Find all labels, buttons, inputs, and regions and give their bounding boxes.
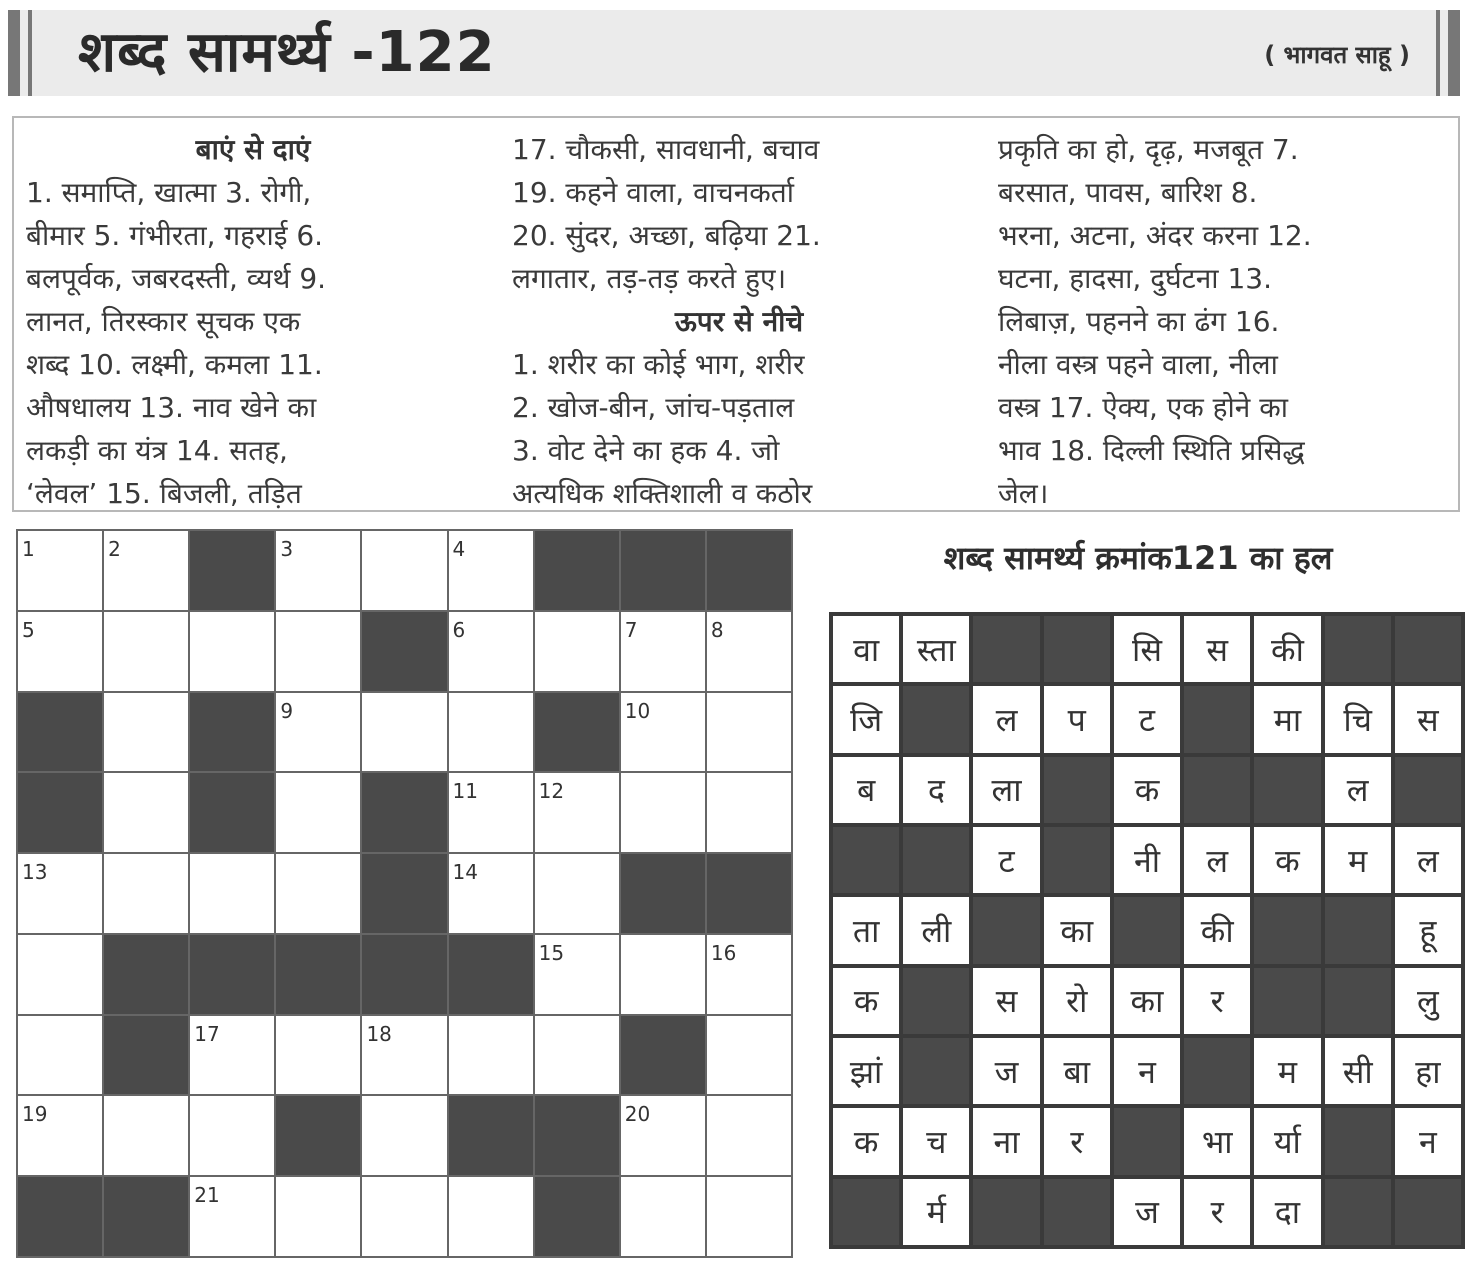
solution-cell: र्या xyxy=(1254,1108,1320,1174)
solution-cell-blocked xyxy=(973,616,1039,682)
solution-cell: द xyxy=(903,757,969,823)
solution-cell: च xyxy=(903,1108,969,1174)
grid-cell-blocked xyxy=(449,935,533,1014)
page-title: शब्द सामर्थ्य -122 xyxy=(78,20,496,85)
cell-number: 3 xyxy=(280,537,294,561)
grid-cell[interactable] xyxy=(707,773,791,852)
grid-cell[interactable] xyxy=(190,1177,274,1256)
cell-number: 18 xyxy=(366,1021,392,1046)
grid-cell[interactable] xyxy=(190,1016,274,1095)
crossword-grid xyxy=(16,529,793,1258)
grid-cell[interactable] xyxy=(18,612,102,691)
grid-cell-blocked xyxy=(276,935,360,1014)
solution-cell: स्ता xyxy=(903,616,969,682)
cell-number: 8 xyxy=(710,617,724,642)
cell-number: 4 xyxy=(452,537,466,561)
solution-cell: स xyxy=(973,968,1039,1034)
clue-line: 17. चौकसी, सावधानी, बचाव xyxy=(512,133,820,166)
solution-cell-blocked xyxy=(1044,616,1110,682)
solution-cell: दा xyxy=(1254,1179,1320,1245)
author-credit: ( भागवत साहू ) xyxy=(1264,41,1410,69)
cell-number: 12 xyxy=(538,779,565,804)
grid-cell-blocked xyxy=(707,531,791,610)
grid-cell[interactable] xyxy=(621,693,705,772)
solution-cell: प xyxy=(1044,686,1110,752)
grid-cell[interactable] xyxy=(449,693,533,772)
grid-cell[interactable] xyxy=(535,854,619,933)
grid-cell-blocked xyxy=(535,693,619,772)
grid-cell[interactable] xyxy=(362,1096,446,1175)
header-bar-left-thin xyxy=(28,10,32,96)
clue-line: लिबाज़, पहनने का ढंग 16. xyxy=(998,305,1280,338)
cell-number: 2 xyxy=(108,537,121,561)
grid-cell[interactable] xyxy=(707,1016,791,1095)
solution-cell: ल xyxy=(1395,827,1461,893)
solution-cell-blocked xyxy=(1254,897,1320,963)
grid-cell-blocked xyxy=(535,1096,619,1175)
clue-line: औषधालय 13. नाव खेने का xyxy=(26,391,317,424)
cell-number: 9 xyxy=(280,698,294,723)
clue-line: वस्त्र 17. ऐक्य, एक होने का xyxy=(998,391,1288,424)
cell-number: 6 xyxy=(452,617,466,642)
grid-cell-blocked xyxy=(362,612,446,691)
header-bar-left xyxy=(8,10,20,96)
grid-cell[interactable] xyxy=(362,693,446,772)
clue-line: बीमार 5. गंभीरता, गहराई 6. xyxy=(26,219,324,252)
solution-cell: क xyxy=(1114,757,1180,823)
grid-cell[interactable] xyxy=(104,693,188,772)
solution-cell: ट xyxy=(1114,686,1180,752)
solution-cell: सी xyxy=(1325,1038,1391,1104)
solution-cell-blocked xyxy=(1044,1179,1110,1245)
clue-line: भाव 18. दिल्ली स्थिति प्रसिद्ध xyxy=(998,434,1305,467)
grid-cell-blocked xyxy=(104,1177,188,1256)
grid-cell-blocked xyxy=(104,935,188,1014)
solution-cell: र xyxy=(1044,1108,1110,1174)
solution-cell: क xyxy=(833,968,899,1034)
solution-cell: ल xyxy=(1325,757,1391,823)
grid-cell-blocked xyxy=(449,1096,533,1175)
grid-cell[interactable] xyxy=(535,612,619,691)
cell-number: 13 xyxy=(22,860,48,885)
solution-cell-blocked xyxy=(1325,1179,1391,1245)
solution-cell: ला xyxy=(973,757,1039,823)
solution-cell: की xyxy=(1184,897,1250,963)
cell-number: 10 xyxy=(624,698,651,723)
solution-cell: क xyxy=(1254,827,1320,893)
solution-cell: सि xyxy=(1114,616,1180,682)
solution-cell: ली xyxy=(903,897,969,963)
grid-cell[interactable] xyxy=(362,1177,446,1256)
clue-line: जेल। xyxy=(998,477,1049,510)
solution-cell-blocked xyxy=(1395,616,1461,682)
clue-line: 3. वोट देने का हक 4. जो xyxy=(512,434,780,467)
solution-cell-blocked xyxy=(1395,757,1461,823)
solution-cell-blocked xyxy=(973,897,1039,963)
clue-line: 2. खोज-बीन, जांच-पड़ताल xyxy=(512,391,795,424)
grid-cell[interactable] xyxy=(621,935,705,1014)
solution-cell-blocked xyxy=(833,827,899,893)
grid-cell[interactable] xyxy=(449,1016,533,1095)
solution-cell-blocked xyxy=(1325,616,1391,682)
grid-cell[interactable] xyxy=(276,612,360,691)
clue-line: लकड़ी का यंत्र 14. सतह, xyxy=(26,434,288,467)
grid-cell-blocked xyxy=(18,773,102,852)
solution-title: शब्द सामर्थ्य क्रमांक121 का हल xyxy=(943,539,1333,577)
solution-cell: का xyxy=(1114,968,1180,1034)
clue-line: प्रकृति का हो, दृढ़, मजबूत 7. xyxy=(998,133,1299,166)
solution-cell: न xyxy=(1395,1108,1461,1174)
clue-line: 1. समाप्ति, खात्मा 3. रोगी, xyxy=(26,176,312,209)
clue-line: बलपूर्वक, जबरदस्ती, व्यर्थ 9. xyxy=(26,262,327,295)
grid-cell-blocked xyxy=(621,854,705,933)
solution-cell: र्म xyxy=(903,1179,969,1245)
solution-cell: ट xyxy=(973,827,1039,893)
cell-number: 15 xyxy=(538,940,565,965)
grid-cell-blocked xyxy=(190,935,274,1014)
grid-cell[interactable] xyxy=(535,773,619,852)
solution-cell-blocked xyxy=(1184,686,1250,752)
grid-cell[interactable] xyxy=(707,693,791,772)
solution-cell: का xyxy=(1044,897,1110,963)
grid-cell[interactable] xyxy=(18,1016,102,1095)
grid-cell-blocked xyxy=(190,773,274,852)
grid-cell[interactable] xyxy=(104,773,188,852)
solution-cell: ब xyxy=(833,757,899,823)
solution-cell-blocked xyxy=(903,968,969,1034)
solution-cell: ज xyxy=(1114,1179,1180,1245)
clue-line: नीला वस्त्र पहने वाला, नीला xyxy=(998,348,1278,381)
solution-cell-blocked xyxy=(1044,827,1110,893)
grid-cell[interactable] xyxy=(621,773,705,852)
solution-cell-blocked xyxy=(903,1038,969,1104)
solution-cell-blocked xyxy=(1184,1038,1250,1104)
solution-cell-blocked xyxy=(1325,1108,1391,1174)
grid-cell[interactable] xyxy=(707,935,791,1014)
solution-cell: म xyxy=(1325,827,1391,893)
solution-cell-blocked xyxy=(1184,757,1250,823)
grid-cell[interactable] xyxy=(276,531,360,610)
grid-cell[interactable] xyxy=(18,1096,102,1175)
grid-cell[interactable] xyxy=(362,531,446,610)
solution-cell: र xyxy=(1184,968,1250,1034)
grid-cell[interactable] xyxy=(449,531,533,610)
cell-number: 7 xyxy=(624,617,638,642)
clue-line: 19. कहने वाला, वाचनकर्ता xyxy=(512,176,794,209)
clue-line: बरसात, पावस, बारिश 8. xyxy=(998,176,1258,209)
clue-line: लगातार, तड़-तड़ करते हुए। xyxy=(512,262,787,295)
grid-cell-blocked xyxy=(362,773,446,852)
header-bar-right-thin xyxy=(1436,10,1440,96)
cell-number: 17 xyxy=(194,1021,220,1046)
grid-cell[interactable] xyxy=(276,1016,360,1095)
solution-cell: ल xyxy=(973,686,1039,752)
grid-cell[interactable] xyxy=(18,935,102,1014)
solution-cell-blocked xyxy=(833,1179,899,1245)
solution-cell: ना xyxy=(973,1108,1039,1174)
solution-cell: नी xyxy=(1114,827,1180,893)
grid-cell-blocked xyxy=(535,531,619,610)
solution-cell: मा xyxy=(1254,686,1320,752)
solution-cell-blocked xyxy=(1395,1179,1461,1245)
clue-line: घटना, हादसा, दुर्घटना 13. xyxy=(998,262,1272,295)
header-bar-right xyxy=(1448,10,1460,96)
grid-cell[interactable] xyxy=(276,854,360,933)
grid-cell[interactable] xyxy=(104,854,188,933)
solution-cell-blocked xyxy=(903,686,969,752)
solution-cell: हू xyxy=(1395,897,1461,963)
solution-cell: लु xyxy=(1395,968,1461,1034)
solution-cell: भा xyxy=(1184,1108,1250,1174)
solution-cell-blocked xyxy=(1044,757,1110,823)
solution-cell: स xyxy=(1184,616,1250,682)
solution-cell: रो xyxy=(1044,968,1110,1034)
solution-cell: झां xyxy=(833,1038,899,1104)
grid-cell[interactable] xyxy=(190,854,274,933)
grid-cell[interactable] xyxy=(449,773,533,852)
grid-cell[interactable] xyxy=(18,854,102,933)
clue-line: अत्यधिक शक्तिशाली व कठोर xyxy=(512,477,813,510)
clue-line: ‘लेवल’ 15. बिजली, तड़ित xyxy=(26,477,302,510)
grid-cell-blocked xyxy=(535,1177,619,1256)
solution-cell: स xyxy=(1395,686,1461,752)
grid-cell[interactable] xyxy=(535,935,619,1014)
solution-cell: र xyxy=(1184,1179,1250,1245)
solution-cell-blocked xyxy=(1254,757,1320,823)
grid-cell[interactable] xyxy=(535,1016,619,1095)
solution-cell: की xyxy=(1254,616,1320,682)
down-heading: ऊपर से नीचे xyxy=(674,305,804,338)
grid-cell-blocked xyxy=(276,1096,360,1175)
cell-number: 14 xyxy=(452,860,478,885)
clues-column-2 xyxy=(512,128,966,515)
grid-cell[interactable] xyxy=(707,1096,791,1175)
clue-line: 1. शरीर का कोई भाग, शरीर xyxy=(512,348,805,381)
solution-cell-blocked xyxy=(1114,1108,1180,1174)
grid-cell[interactable] xyxy=(104,531,188,610)
grid-cell-blocked xyxy=(707,854,791,933)
grid-cell[interactable] xyxy=(190,1096,274,1175)
solution-cell: न xyxy=(1114,1038,1180,1104)
solution-cell: म xyxy=(1254,1038,1320,1104)
solution-grid xyxy=(829,612,1465,1249)
grid-cell[interactable] xyxy=(449,854,533,933)
solution-cell: जि xyxy=(833,686,899,752)
clues-column-3 xyxy=(998,128,1452,515)
grid-cell-blocked xyxy=(18,1177,102,1256)
grid-cell[interactable] xyxy=(621,1177,705,1256)
clues-box xyxy=(12,116,1460,512)
clues-column-1 xyxy=(26,128,480,515)
grid-cell[interactable] xyxy=(190,612,274,691)
solution-cell: ता xyxy=(833,897,899,963)
grid-cell-blocked xyxy=(621,1016,705,1095)
solution-cell: वा xyxy=(833,616,899,682)
grid-cell[interactable] xyxy=(707,1177,791,1256)
cell-number: 1 xyxy=(22,537,35,561)
cell-number: 11 xyxy=(452,779,478,804)
clue-line: शब्द 10. लक्ष्मी, कमला 11. xyxy=(26,348,323,381)
grid-cell[interactable] xyxy=(276,693,360,772)
grid-cell-blocked xyxy=(104,1016,188,1095)
grid-cell-blocked xyxy=(362,854,446,933)
solution-cell-blocked xyxy=(903,827,969,893)
cell-number: 20 xyxy=(624,1102,651,1127)
grid-cell[interactable] xyxy=(621,1096,705,1175)
grid-cell-blocked xyxy=(190,693,274,772)
cell-number: 21 xyxy=(194,1183,220,1208)
solution-cell-blocked xyxy=(973,1179,1039,1245)
across-heading: बाएं से दाएं xyxy=(195,133,311,166)
header-banner xyxy=(8,10,1460,96)
grid-cell[interactable] xyxy=(707,612,791,691)
grid-cell[interactable] xyxy=(621,612,705,691)
solution-cell: ल xyxy=(1184,827,1250,893)
solution-cell: ज xyxy=(973,1038,1039,1104)
solution-cell: चि xyxy=(1325,686,1391,752)
solution-cell-blocked xyxy=(1254,968,1320,1034)
grid-cell-blocked xyxy=(18,693,102,772)
cell-number: 5 xyxy=(22,617,35,642)
grid-cell-blocked xyxy=(190,531,274,610)
grid-cell[interactable] xyxy=(362,1016,446,1095)
solution-cell-blocked xyxy=(1325,968,1391,1034)
grid-cell-blocked xyxy=(362,935,446,1014)
grid-cell[interactable] xyxy=(449,612,533,691)
clue-line: भरना, अटना, अंदर करना 12. xyxy=(998,219,1312,252)
cell-number: 19 xyxy=(22,1102,48,1127)
grid-cell[interactable] xyxy=(276,773,360,852)
solution-cell: हा xyxy=(1395,1038,1461,1104)
grid-cell[interactable] xyxy=(276,1177,360,1256)
grid-cell[interactable] xyxy=(18,531,102,610)
grid-cell[interactable] xyxy=(104,1096,188,1175)
solution-cell: बा xyxy=(1044,1038,1110,1104)
grid-cell-blocked xyxy=(621,531,705,610)
clue-line: 20. सुंदर, अच्छा, बढ़िया 21. xyxy=(512,219,821,252)
cell-number: 16 xyxy=(710,940,737,965)
grid-cell[interactable] xyxy=(449,1177,533,1256)
solution-cell-blocked xyxy=(1114,897,1180,963)
solution-cell-blocked xyxy=(1325,897,1391,963)
grid-cell[interactable] xyxy=(104,612,188,691)
clue-line: लानत, तिरस्कार सूचक एक xyxy=(26,305,301,338)
solution-cell: क xyxy=(833,1108,899,1174)
